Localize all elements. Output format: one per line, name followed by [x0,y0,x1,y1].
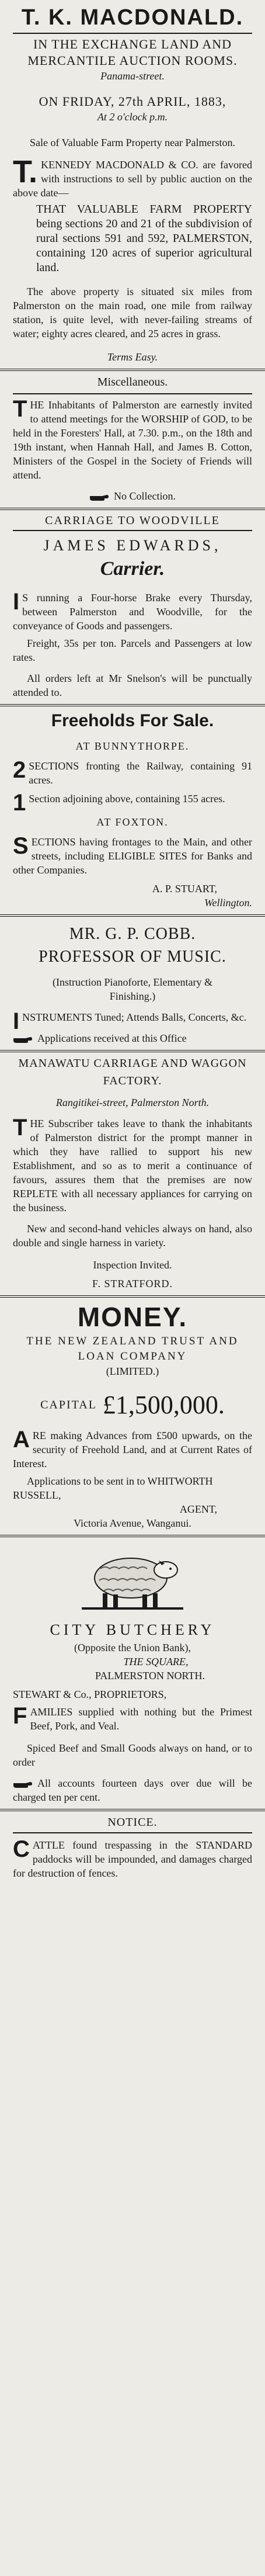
macdonald-heading: T. K. MACDONALD. [21,5,244,30]
property-description: The above property is situated six miles from Palmerston on the main road, one mile from railway station, is quite level, with never-failing streams of water; eighty acres cleared, and 25 acres in grass. [13,286,252,339]
cobb-text: NSTRUMENTS Tuned; Attends Balls, Concerts, &c. [22,1011,247,1023]
applications-note: Applications received at this Office [37,1032,187,1044]
divider [13,1832,252,1833]
cobb-heading: MR. G. P. COBB. [69,925,196,943]
pointing-hand-icon [13,1035,33,1043]
butchery-text: AMILIES supplied with nothing but the Primest Beef, Pork, and Veal. [30,1706,252,1732]
drop-cap: I [13,589,20,615]
freehold-item-text: SECTIONS fronting the Railway, containing 91 acres. [29,760,252,786]
misc-text: HE Inhabitants of Palmerston are earnestly invited to attend meetings for the WORSHIP of GOD, to be held in the Foresters' Hall, at 7.30. p.m., on the 18th and 19th instant, when Hannah Hall, and James B. Cotton, Ministers of the Gospel in the Society of Friends will attend. [13,399,252,481]
vehicles-note: New and second-hand vehicles always on hand, also double and single harness in variety. [13,1223,252,1249]
cobb-body [13,1008,252,1034]
capital-value: £1,500,000. [102,1391,225,1419]
applications-line: Applications to be sent in to WHITWORTH RUSSELL, [13,1475,213,1501]
misc-heading: Miscellaneous. [97,376,168,389]
freeholds-ad [0,706,265,914]
no-collection-line [13,489,252,503]
carrier-text: S running a Four-horse Brake every Thursday, between Palmerston and Woodville, for the conveyance of Goods and passengers. [13,592,252,632]
bunnythorpe-heading: AT BUNNYTHORPE. [75,740,190,752]
drop-cap: A [13,1427,30,1452]
cobb-title: PROFESSOR OF MUSIC. [39,948,226,966]
orders-note: All orders left at Mr Snelson's will be punctually attended to. [13,672,252,698]
waggon-factory-ad [0,1052,265,1295]
drop-cap: I [13,1008,20,1034]
city-butchery-ad [0,1537,265,1809]
cobb-applications [13,1031,252,1045]
butchery-proprietors: STEWART & Co., PROPRIETORS, [13,1689,167,1700]
auction-time: At 2 o'clock p.m. [97,111,168,123]
freight-rates: Freight, 35s per ton. Parcels and Passengers at low rates. [13,637,252,663]
misc-body [13,398,252,482]
property-title: THAT VALUABLE FARM PROPERTY being sections 20 and 21 of the subdivision of rural sections 591 and 592, PALMERSTON, containing 120 acres of superior agricultural land. [36,203,252,274]
butchery-body [13,1705,252,1733]
macdonald-intro [13,154,252,200]
agent-address: Victoria Avenue, Wanganui. [74,1517,191,1529]
terms: Terms Easy. [107,351,158,363]
divider [13,393,252,394]
company-limited: (LIMITED.) [106,1365,159,1377]
accounts-note-line [13,1776,252,1804]
auction-date: ON FRIDAY, 27th APRIL, 1883, [39,94,226,109]
music-professor-ad [0,917,265,1050]
capital-label: CAPITAL [40,1398,97,1412]
sheep-illustration-icon [77,1544,188,1614]
divider [13,33,252,34]
drop-cap: 2 [13,757,26,783]
inspection-invited: Inspection Invited. [93,1259,172,1271]
agent-name: A. P. STUART, [152,883,217,895]
freehold-item-text: Section adjoining above, containing 155 acres. [29,793,225,805]
butchery-heading: CITY BUTCHERY [50,1621,215,1638]
freehold-item [13,790,252,816]
accounts-note: All accounts fourteen days over due will be charged ten per cent. [13,1777,252,1803]
worship-meeting-ad [0,371,265,508]
pointing-hand-icon [13,1780,33,1788]
drop-cap: S [13,833,29,859]
carriage-heading: CARRIAGE TO WOODVILLE [45,514,220,527]
cobb-instruction: (Instruction Pianoforte, Elementary & Finishing.) [53,976,212,1002]
macdonald-auction-ad [0,0,265,369]
street-line: Panama-street. [100,70,165,82]
drop-cap: F [13,1703,27,1729]
manawatu-address: Rangitikei-street, Palmerston North. [55,1097,210,1108]
sale-subhead: Sale of Valuable Farm Property near Palmerston. [29,137,236,148]
freehold-item [13,835,252,877]
freehold-item-text: ECTIONS having frontages to the Main, and other streets, including ELIGIBLE SITES for Banks and other Companies. [13,836,252,876]
butchery-cut [13,1544,252,1617]
manawatu-body [13,1117,252,1215]
butchery-square: THE SQUARE, [123,1656,189,1667]
butchery-town: PALMERSTON NORTH. [95,1670,205,1681]
no-collection: No Collection. [114,490,176,502]
foxton-heading: AT FOXTON. [96,816,169,828]
divider [13,530,252,531]
notice-heading: NOTICE. [107,1816,158,1829]
drop-cap: C [13,1836,30,1862]
agent-place: Wellington. [204,897,252,909]
drop-cap: T [13,396,27,422]
drop-cap: T. [13,154,38,189]
notice-text: ATTLE found trespassing in the STANDARD paddocks will be impounded, and damages charged for destruction of fences. [13,1839,252,1879]
carrier-body [13,591,252,633]
stratford-signature: F. STRATFORD. [92,1278,173,1289]
money-body [13,1429,252,1471]
money-text: RE making Advances from £500 upwards, on the security of Freehold Land, and at Current Rates of Interest. [13,1430,252,1469]
manawatu-text: HE Subscriber takes leave to thank the inhabitants of Palmerston district for the prompt manner in which they have rallied to support his new Establishment, and so as to merit a continuance of favours, assures them that the premises are now REPLETE with all necessary appliances for carrying on the business. [13,1118,252,1214]
trespass-notice-ad [0,1811,265,1885]
notice-body [13,1838,252,1880]
carrier-name: JAMES EDWARDS, [43,537,222,554]
auction-rooms-line: IN THE EXCHANGE LAND AND MERCANTILE AUCTION ROOMS. [27,37,238,68]
trust-loan-ad [0,1298,265,1535]
carrier-title: Carrier. [100,558,165,580]
drop-cap: 1 [13,790,26,816]
butchery-location: (Opposite the Union Bank), [74,1642,191,1653]
pointing-hand-icon [89,493,109,501]
manawatu-heading: MANAWATU CARRIAGE AND WAGGON FACTORY. [18,1057,247,1087]
money-heading: MONEY. [77,1302,188,1332]
intro-text: KENNEDY MACDONALD & CO. are favored with instructions to sell by public auction on the above date— [13,159,252,199]
freehold-item [13,759,252,787]
drop-cap: T [13,1115,27,1140]
woodville-carrier-ad [0,510,265,704]
spiced-beef-note: Spiced Beef and Small Goods always on hand, or to order [13,1742,252,1768]
company-name: THE NEW ZEALAND TRUST AND LOAN COMPANY [26,1335,239,1362]
freeholds-heading: Freeholds For Sale. [51,711,214,730]
capital-line [13,1389,252,1422]
agent-title: AGENT, [179,1503,217,1515]
